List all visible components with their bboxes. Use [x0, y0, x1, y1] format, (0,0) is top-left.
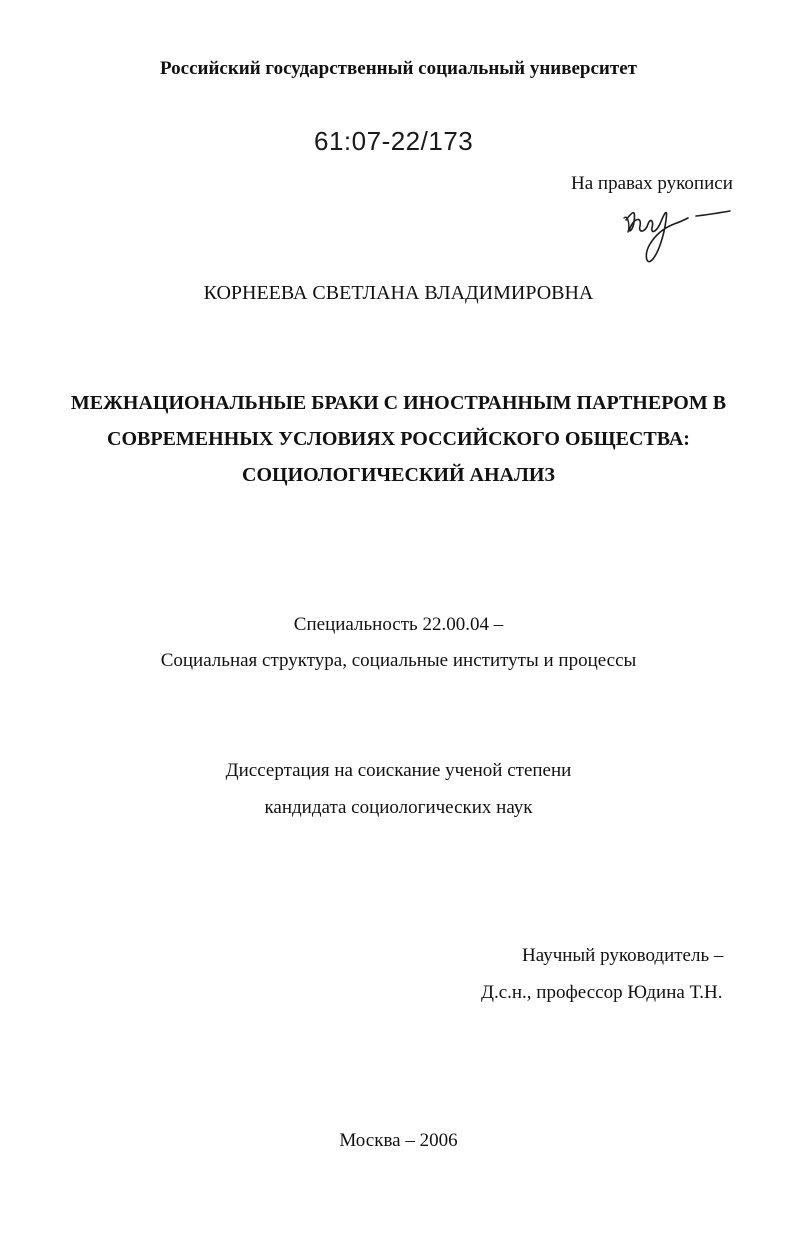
author-name: КОРНЕЕВА СВЕТЛАНА ВЛАДИМИРОВНА: [203, 282, 594, 304]
rights-note: На правах рукописи: [571, 173, 733, 194]
thesis-title-line: МЕЖНАЦИОНАЛЬНЫЕ БРАКИ С ИНОСТРАННЫМ ПАРТНЕРОМ В: [70, 392, 727, 414]
specialty-name: Социальная структура, социальные институты и процессы: [160, 650, 637, 671]
university-name: Российский государственный социальный университет: [160, 58, 637, 79]
thesis-title-line: СОВРЕМЕННЫХ УСЛОВИЯХ РОССИЙСКОГО ОБЩЕСТВА:: [107, 428, 690, 450]
supervisor-name: Д.с.н., профессор Юдина Т.Н.: [481, 982, 723, 1003]
catalog-code: 61:07-22/173: [314, 126, 474, 156]
handwritten-signature: [618, 198, 738, 268]
city-year: Москва – 2006: [339, 1130, 458, 1151]
specialty-code: Специальность 22.00.04 –: [293, 614, 504, 635]
thesis-title-line: СОЦИОЛОГИЧЕСКИЙ АНАЛИЗ: [242, 464, 555, 486]
degree-field: кандидата социологических наук: [264, 797, 533, 818]
supervisor-label: Научный руководитель –: [522, 945, 724, 966]
degree-statement: Диссертация на соискание ученой степени: [225, 760, 572, 781]
